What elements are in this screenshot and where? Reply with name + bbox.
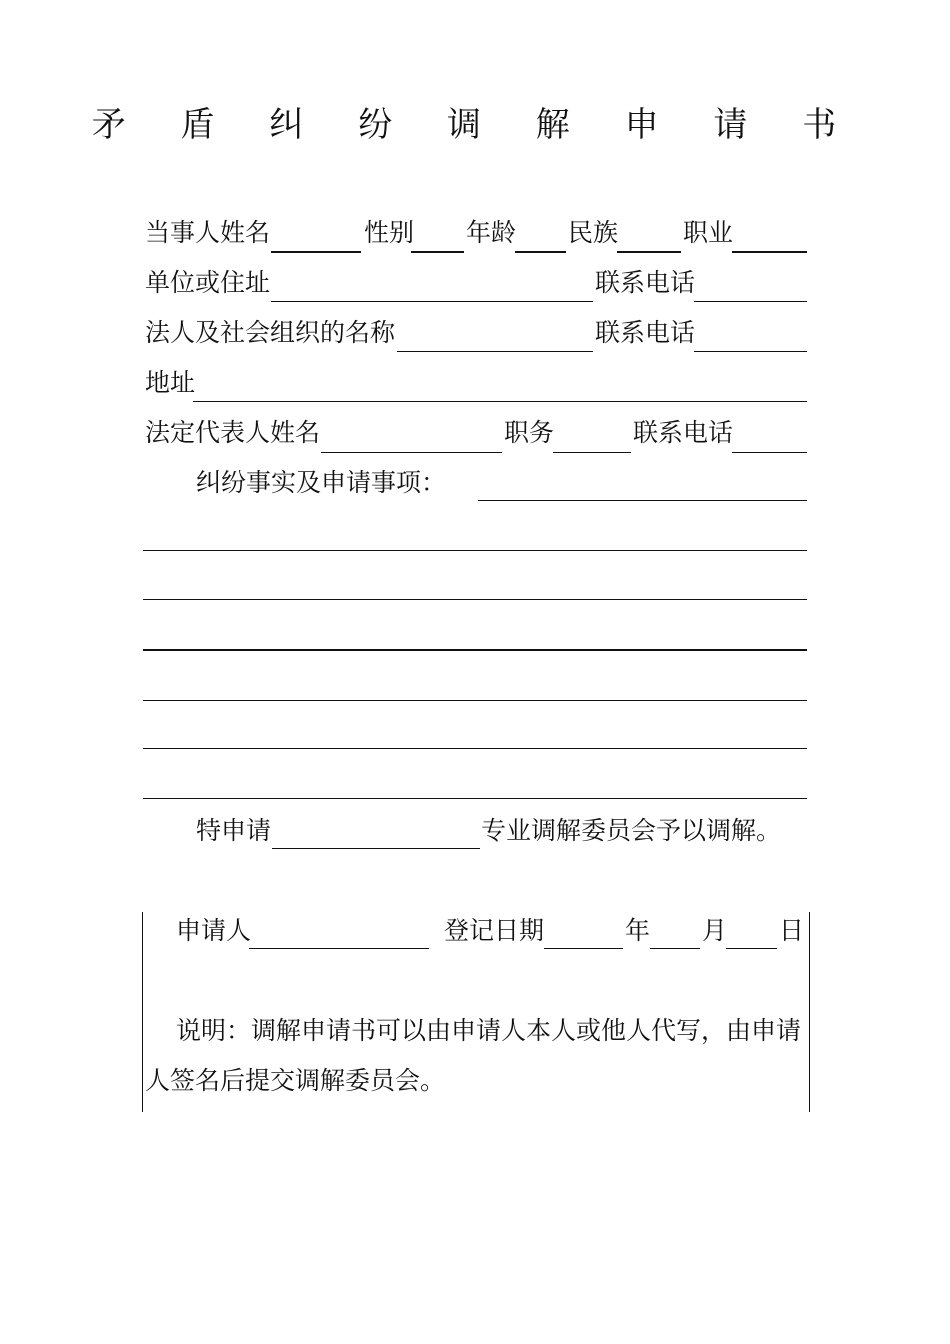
gender-label: 性别 [364,218,415,247]
phone-label-3: 联系电话 [633,418,734,447]
month-label: 月 [702,916,728,945]
ethnicity-label: 民族 [568,218,619,247]
year-field[interactable] [544,948,623,949]
request-prefix: 特申请 [196,816,272,845]
org-name-field[interactable] [397,351,593,352]
facts-line[interactable] [143,700,807,701]
note-line-2: 人签名后提交调解委员会。 [145,1066,446,1095]
org-address-field[interactable] [193,401,807,402]
position-field[interactable] [553,452,631,453]
year-label: 年 [625,916,651,945]
form-title: 矛 盾 纠 纷 调 解 申 请 书 [91,105,859,145]
party-name-field[interactable] [271,251,361,253]
facts-line[interactable] [143,748,807,749]
facts-line[interactable] [143,599,807,600]
month-field[interactable] [650,948,700,949]
occupation-label: 职业 [683,218,734,247]
applicant-field[interactable] [249,948,429,949]
day-label: 日 [779,916,805,945]
phone-label-1: 联系电话 [595,268,696,297]
box-right-border [809,912,810,1112]
phone-field-2[interactable] [694,351,807,352]
org-address-label: 地址 [145,368,196,397]
legal-rep-field[interactable] [321,452,502,453]
facts-line[interactable] [143,649,807,651]
phone-field-1[interactable] [694,301,807,302]
facts-line[interactable] [143,550,807,551]
applicant-label: 申请人 [176,916,252,945]
org-name-label: 法人及社会组织的名称 [145,318,396,347]
request-suffix: 专业调解委员会予以调解。 [481,816,782,845]
ethnicity-field[interactable] [617,251,681,253]
box-left-border [142,912,143,1112]
facts-label: 纠纷事实及申请事项： [196,468,447,497]
facts-line[interactable] [143,798,807,799]
phone-label-2: 联系电话 [595,318,696,347]
register-date-label: 登记日期 [444,916,545,945]
age-field[interactable] [515,251,566,253]
gender-field[interactable] [411,251,464,253]
legal-rep-label: 法定代表人姓名 [145,418,321,447]
occupation-field[interactable] [732,251,807,253]
day-field[interactable] [726,948,777,949]
party-name-label: 当事人姓名 [145,218,271,247]
facts-line[interactable] [478,500,807,501]
address-label: 单位或住址 [145,268,271,297]
phone-field-3[interactable] [732,452,807,453]
address-field[interactable] [271,301,593,302]
committee-name-field[interactable] [272,848,480,849]
age-label: 年龄 [466,218,517,247]
note-line-1: 说明：调解申请书可以由申请人本人或他人代写，由申请 [176,1016,802,1045]
position-label: 职务 [504,418,555,447]
